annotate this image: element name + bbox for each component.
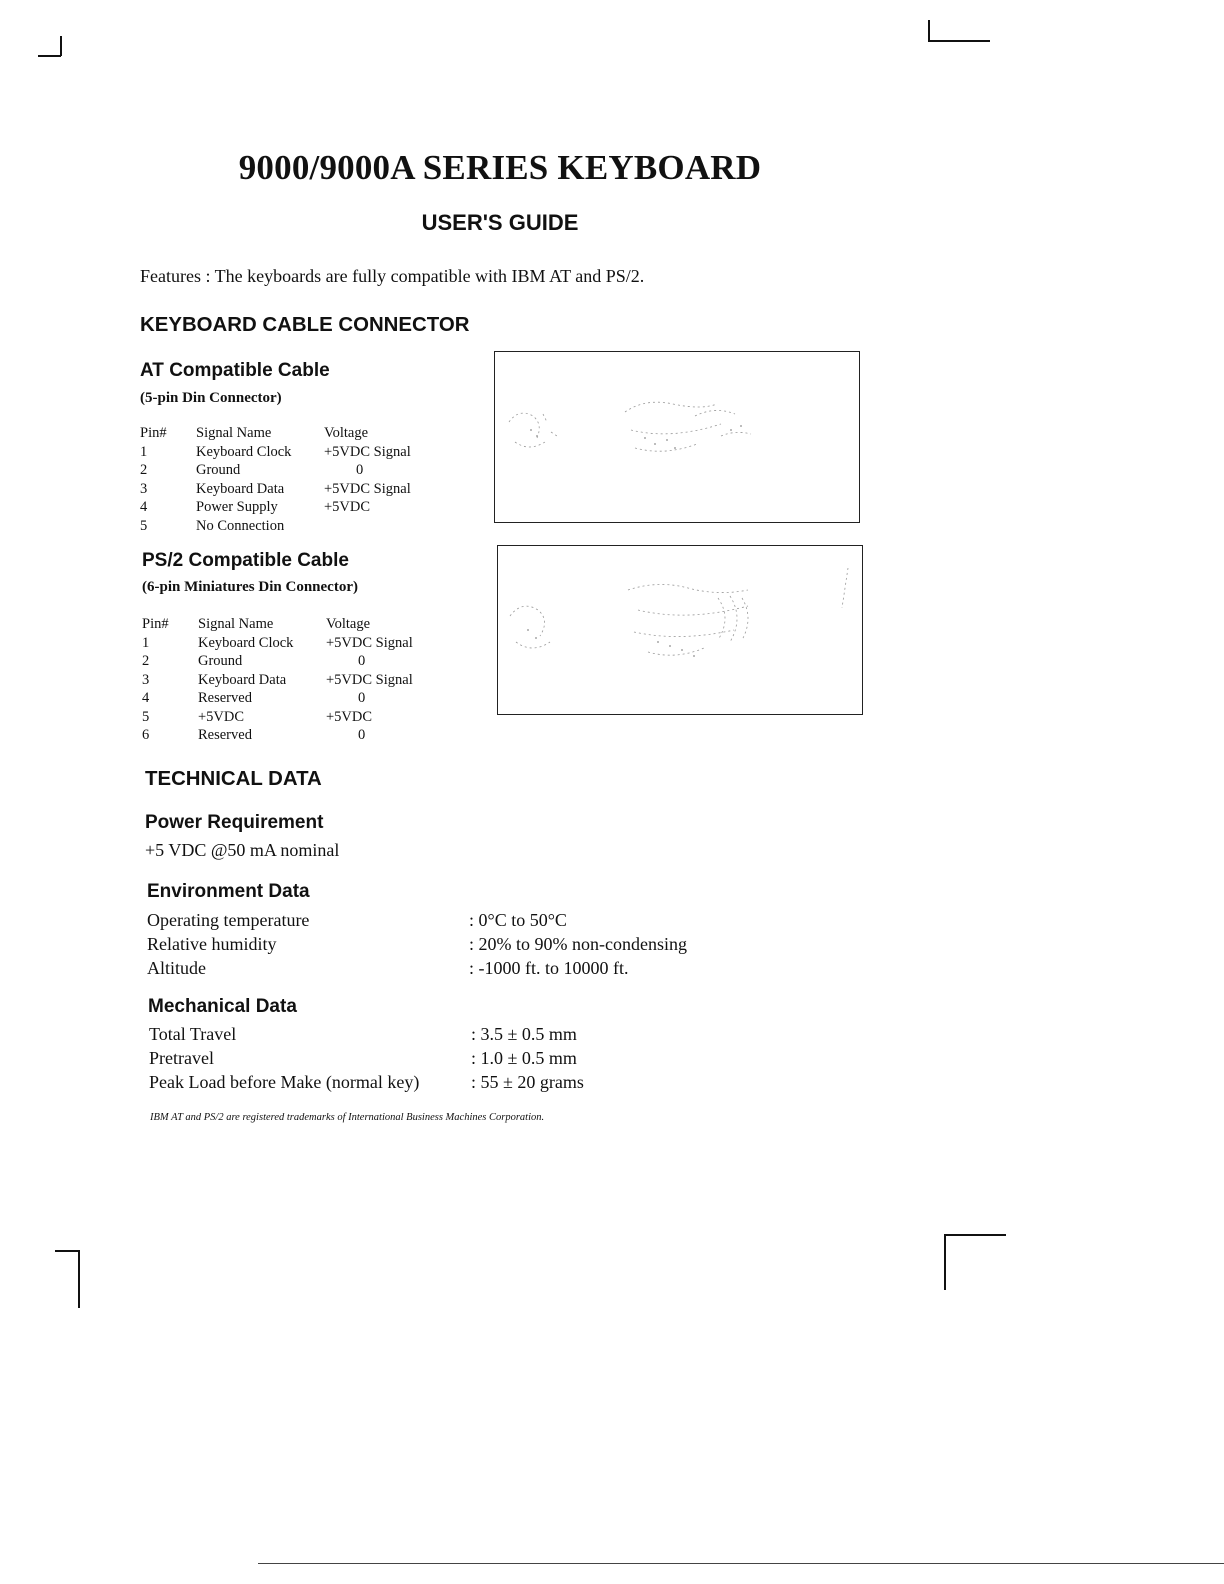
table-row [142,652,478,671]
table-header-row [140,424,476,443]
pin-number: 6 [142,727,150,743]
environment-heading: Environment Data [147,881,310,902]
signal-name: Keyboard Clock [198,634,294,651]
page-title: 9000/9000A SERIES KEYBOARD [238,148,762,187]
spec-label: Total Travel [149,1024,237,1044]
table-row [149,1070,584,1094]
crop-mark-top-left [60,36,62,56]
table-row [142,708,478,727]
table-row [142,634,478,653]
spec-label: Operating temperature [147,910,310,930]
table-row [140,480,476,499]
table-row [142,726,478,745]
signal-name: Ground [196,462,241,478]
spec-label: Relative humidity [147,934,277,954]
connector-illustration [498,546,862,714]
pin-number: 2 [142,653,150,669]
voltage: 0 [358,653,366,669]
spec-value: : 55 ± 20 grams [471,1072,584,1092]
signal-name: No Connection [196,517,285,534]
pin-number: 1 [142,634,150,651]
table-row [149,1022,584,1046]
pin-number: 5 [142,708,150,725]
spec-value: : 3.5 ± 0.5 mm [471,1024,577,1044]
crop-mark-bottom-right [944,1234,946,1290]
crop-mark-bottom-left [55,1250,79,1252]
signal-name: Keyboard Clock [196,443,292,460]
bottom-rule [258,1563,1224,1564]
spec-label: Pretravel [149,1048,214,1068]
signal-name: Power Supply [196,499,278,515]
section-heading-technical: TECHNICAL DATA [145,768,322,790]
table-row [140,498,476,517]
spec-value: : 0°C to 50°C [469,910,567,930]
spec-value: : 20% to 90% non-condensing [469,934,687,954]
column-header: Pin# [142,616,169,632]
pin-number: 5 [140,517,148,534]
spec-label: Altitude [147,958,206,978]
signal-name: +5VDC [198,708,245,725]
crop-mark-top-left [38,55,61,57]
column-header: Signal Name [198,616,274,632]
mechanical-table [149,1022,584,1094]
ps2-cable-heading: PS/2 Compatible Cable [142,550,349,571]
crop-mark-bottom-left [78,1250,80,1308]
voltage: 0 [356,462,364,478]
crop-mark-top-right [928,20,930,41]
table-row [142,689,478,708]
section-heading-cable: KEYBOARD CABLE CONNECTOR [140,314,470,336]
pin-number: 4 [142,690,150,706]
signal-name: Reserved [198,727,252,743]
spec-label: Peak Load before Make (normal key) [149,1072,420,1092]
ps2-cable-note: (6-pin Miniatures Din Connector) [142,579,358,595]
pin-number: 3 [142,671,150,688]
voltage: 0 [358,690,366,706]
spec-value: : -1000 ft. to 10000 ft. [469,958,629,978]
pin-number: 4 [140,499,148,515]
voltage [324,517,476,536]
table-row [149,1046,584,1070]
page-subtitle: USER'S GUIDE [421,210,579,235]
table-row [147,932,687,956]
table-row [147,956,687,980]
voltage: 0 [358,727,366,743]
power-heading: Power Requirement [145,812,324,833]
signal-name: Ground [198,653,243,669]
at-connector-image [494,351,860,523]
table-header-row [142,615,478,634]
at-cable-heading: AT Compatible Cable [140,360,330,381]
at-cable-note: (5-pin Din Connector) [140,390,282,406]
mechanical-heading: Mechanical Data [148,996,297,1017]
signal-name: Keyboard Data [198,671,287,688]
column-header: Voltage [324,425,369,441]
ps2-pin-table [142,615,478,745]
voltage: +5VDC [324,499,371,515]
crop-mark-top-right [928,40,990,42]
table-row [147,908,687,932]
connector-illustration [495,352,859,522]
column-header: Signal Name [196,425,272,441]
table-row [140,517,476,536]
voltage: +5VDC Signal [324,443,411,460]
voltage: +5VDC [326,708,373,725]
column-header: Voltage [326,616,371,632]
column-header: Pin# [140,425,167,441]
environment-table [147,908,687,980]
table-row [142,671,478,690]
crop-mark-bottom-right [944,1234,1006,1236]
table-row [140,443,476,462]
voltage: +5VDC Signal [326,671,413,688]
voltage: +5VDC Signal [326,634,413,651]
table-row [140,461,476,480]
spec-value: : 1.0 ± 0.5 mm [471,1048,577,1068]
signal-name: Reserved [198,690,252,706]
ps2-connector-image [497,545,863,715]
voltage: +5VDC Signal [324,480,411,497]
power-text: +5 VDC @50 mA nominal [145,840,340,860]
at-pin-table [140,424,476,535]
features-text: Features : The keyboards are fully compatible with IBM AT and PS/2. [140,266,645,286]
pin-number: 2 [140,462,148,478]
trademark-footnote: IBM AT and PS/2 are registered trademarks of International Business Machines Corporation. [150,1112,545,1123]
pin-number: 1 [140,443,148,460]
signal-name: Keyboard Data [196,480,285,497]
pin-number: 3 [140,480,148,497]
